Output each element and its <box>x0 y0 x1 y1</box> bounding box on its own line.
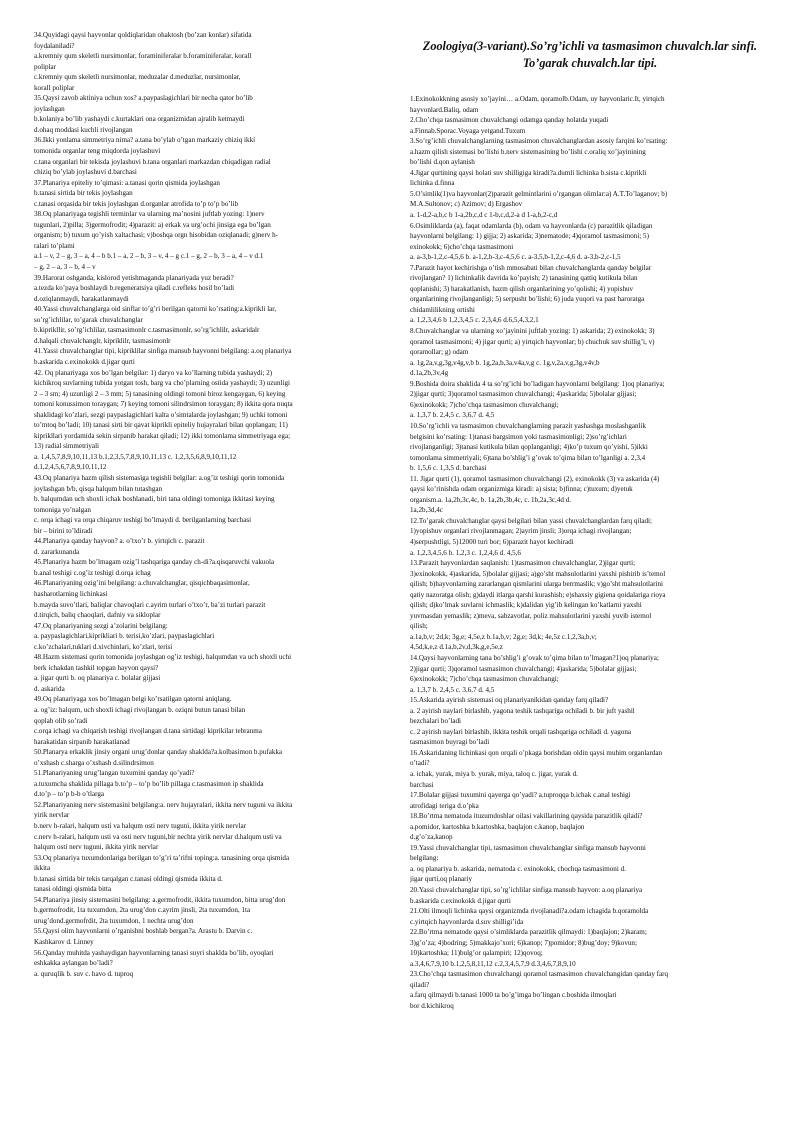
text-line: a. oq planariya b. askarida, nematoda c. exinokokk, chochqa tasmasimoni d. <box>410 864 626 873</box>
text-line: 52.Planariyaning nerv sistemasini belgilang:a. nerv hujayralari, ikkita nerv tuguni va ikkita <box>34 800 293 809</box>
text-line: d.to’p – to’p b-b o’tlarga <box>34 790 105 799</box>
text-line: tasmasimon buyragi bo’ladi <box>410 738 490 747</box>
text-line: 5.O’simlik(1)va hayvonlar(2)parazit gelmintlarini o’rgangan olimlar:a) A.T.To’laganov; b) <box>410 189 668 198</box>
text-line: d.tirqich, baliq chaoqlari, dafniy va sikloplar <box>34 611 161 620</box>
text-line: belgisini ko’rsating: 1)tanasi bargsimon yoki tasmasimonligi; 2)so’rg’ichlari <box>410 432 627 441</box>
text-line: 13) radial simmetriyali <box>34 442 100 451</box>
text-line: c.nerv h-ralari, halqum usti va osti nerv tuguni,bir nechta yirik nervlar d.halqum usti va <box>34 832 282 841</box>
text-line: b.nerv h-ralari, halqum usti va halqum osti nerv tuguni, ikkita yirik nervlar <box>34 822 246 831</box>
text-line: eshkakka aylangan bo’ladi? <box>34 959 113 968</box>
text-line: 9.Boshida doira shaklida 4 ta so’rg’ichi bo’ladigan hayvonlarni belgilang: 1)oq planariya; <box>410 379 665 388</box>
text-line: tomoni konussimon toraygan; 7) keying tomoni silindrsimon toraygan; 8) ikkita qora nuqta <box>34 400 293 409</box>
text-line: 1a,2b,3d,4c <box>410 506 443 515</box>
text-line: b.kiprikllir, so’rg’ichlilar, tasmasimonlr c.tasmasimonlr, so’rg’ichlilr, askaridalr <box>34 326 260 335</box>
text-line: qiladi? <box>410 980 430 989</box>
text-line: a.hazm qilish sistemasi bo’lishi b.nerv sistemasining bo’lishi c.oraliq xo’jayinining <box>410 147 646 156</box>
text-line: c. 2 ayirish naylari birlashib, ikkita teshik orqali tashqariga ochiladi d. yagona <box>410 727 632 736</box>
text-line: a. 1,3,7 b. 2,4,5 c. 3,6,7 d. 4,5 <box>410 411 495 420</box>
text-line: 6)exinokokk; 7)cho’chqa tasmasimon chuvalchangi; <box>410 675 559 684</box>
page-title: Zoologiya(3-variant).So’rg’ichli va tasmasimon chuvalch.lar sinfi. To’garak chuvalch.lar tipi. <box>422 39 758 70</box>
left-question-column <box>34 30 392 979</box>
text-line: 2.Cho’chqa tasmasimon chuvalchangi odamga qanday holatda yuqadi <box>410 116 609 125</box>
text-line: 19.Yassi chuvalchanglar tipi, tasmasimon chuvalchanglar sinfiga mansub hayvonni <box>410 843 646 852</box>
text-line: a. 1-d,2-a,b,c b 1-a,2b,c,d c 1-b,c,d,2-a d 1-a,b,2-c,d <box>410 211 558 220</box>
text-line: b. 1,5,6 c. 1,3,5 d. barchasi <box>410 464 487 473</box>
text-line: a.3,4,6,7,9,10 b.1,2,5,8,11,12 c.2,3,4,5,7,9 d.3,4,6,7,8,9,10 <box>410 959 576 968</box>
text-line: berk ichakdan tashkil topgan hayvon qaysi? <box>34 663 159 672</box>
text-line: 18.Bo’rtma nematoda ituzumdoshlar oilasi vakillarining qaysida parazitlik qiladi? <box>410 812 643 821</box>
text-line: to’mtoq bo’ladi; 10) tanasi sirti bir qavat kiprikli epiteliy hujayralari bilan qoplangan; 11) <box>34 421 288 430</box>
text-line: d.1,2,4,5,6,7,8,9,10,11,12 <box>34 463 107 472</box>
text-line: barchasi <box>410 780 434 789</box>
text-line: 36.Ikki yonlama simmetriya nima? a.tana bo’ylab o’tgan markaziy chiziq ikki <box>34 136 256 145</box>
text-line: 38.Oq planariyaga tegishli terminlar va ularning ma’nosini juftlab yozing: 1)nerv <box>34 210 265 219</box>
text-line: a.tezda ko’paya boshlaydi b.regeneratsiya qiladi c.refleks hosil bo’ladi <box>34 284 235 293</box>
text-line: tomonlama simmetriyali; 6)tana bo’shlig’i g’ovak to’qima bilan to’lganligi a. 2,3,4 <box>410 453 646 462</box>
text-line: qilish; <box>410 622 428 631</box>
text-line: 49.Oq planariyaga xos bo’lmagan belgi ko’rsatilgan qatorni aniqlang. <box>34 695 232 704</box>
text-line: d.g’o’za,kanop <box>410 833 453 842</box>
text-line: c.orqa ichagi va chiqarish teshigi rivojlangan d.tana sirtidagi kiprikilar tebranma <box>34 727 262 736</box>
text-line: 44.Planariya qanday hayvon? a. o’txo’r b. yirtqich c. parazit <box>34 537 205 546</box>
text-line: o’xshash c.sharga o’xshash d.silindrsimon <box>34 758 154 767</box>
text-line: a. jigar qurti b. oq planariya c. bolalar gijjasi <box>34 674 161 683</box>
text-line: c.kremniy qum skeletli nursimonlar, meduzalar d.meduzlar, nursimonlar, <box>34 73 241 82</box>
text-line: yirik nervlar <box>34 811 70 820</box>
text-line: a. ichak, yurak, miya b. yurak, miya, taloq c. jigar, yurak d. <box>410 770 578 778</box>
text-line: a. 1,4,5,7,8,9,10,11,13 b.1,2,3,5,7,8,9,10,11,13 c. 1,2,3,5,6,8,9,10,11,12 <box>34 452 237 461</box>
text-line: M.A.Sultonov; c) Azimov; d) Ergashov <box>410 200 523 209</box>
text-line: ralari to’plami <box>34 241 75 250</box>
text-line: qoplab olib so’radi <box>34 716 88 725</box>
text-line: a. quruqlik b. suv c. havo d. tuproq <box>34 969 134 978</box>
text-line: 8.Chuvalchanglar va ularning xo’jayinini juftlab yozing: 1) askarida; 2) exinokokk; 3) <box>410 327 655 336</box>
text-line: – g, 2 – a, 3 – b, 4 – v <box>34 263 96 272</box>
text-line: 1)yopishuv organlari rivojlanmagan; 2)ayrim jinsli; 3)orqa ichagi rivojlangan; <box>410 527 632 536</box>
text-line: 4,5d,k,e,z d.1a,b,2v,d,3k,g,e,5e,z <box>410 643 503 652</box>
text-line: hasharotlarning lichinkasi <box>34 589 108 598</box>
text-line: b.tanasi sirtida bir tekis tarqalgan c.tanasi oldingi qismida ikkita d. <box>34 874 223 883</box>
text-line: 35.Qaysi zavob aktiniya uchun xos? a.paypaslagichlari bir necha qator bo’lib <box>34 94 253 103</box>
text-line: a. 2 ayirish naylari birlashib, yagona teshik tashqariga ochiladi b. bir juft yashil <box>410 706 635 715</box>
text-line: 46.Planariyaning ozig’ini belgilang: a.chuvalchanglar, qisqichbaqasimonlar, <box>34 579 250 588</box>
text-line: rivojlanganligi; 3)tanasi kutikula bilan qoplanganligi; 4)ko’p tuxum qo’yishi, 5)ikki <box>410 443 648 452</box>
text-line: 45.Planariya hazm bo’lmagam ozig’l tashqariga qanday ch-di?a.qisqaruvchi vakuola <box>34 558 275 567</box>
text-line: b.askarida c.exinokokk d.jigar qurti <box>410 896 511 905</box>
text-line: 47.Oq planariyaning sezgi a’zolarini belgilang: <box>34 621 168 630</box>
text-line: 23.Cho’chqa tasmasimon chuvalchangi qoramol tasmasimon chuvalchangidan qanday farq <box>410 970 669 979</box>
text-line: chidamlilikning ortishi <box>410 305 475 314</box>
text-line: 4.Jigar qurtining qaysi holati suv shilligiga kiradi?a.dumli lichinka b.sista c.kiprikli <box>410 168 647 177</box>
text-line: kichikroq suvlarning tubida yotgan tosh, barg va cho’plarning ostida yashaydi; 3) uzunligi <box>34 379 290 388</box>
text-line: 54.Planariya jinsiy sistemasini belgilang: a.germofrodit, ikkita tuxumdon, bitta urug’don <box>34 895 286 904</box>
text-line: foydalaniladi? <box>34 41 75 50</box>
text-line: b.mayda suvo’tlari, baliqlar chavoqlari c.ayrim turlari o’txo’r, ba’zi turlari parazit <box>34 600 266 609</box>
text-line: 10)kartoshka; 11)bulg’or qalampiri; 12)qovoq; <box>410 949 543 958</box>
text-line: o’tadi? <box>410 759 430 768</box>
text-line: Kashkarov d. Linney <box>34 938 94 947</box>
text-line: a. og’iz: halqum, uch shoxli ichagi rivojlangan b. oziqni butun tanasi bilan <box>34 706 246 714</box>
text-line: joylashgan b/b, qisqa halqum bilan tutashgan <box>34 484 163 493</box>
text-line: a.farq qilmaydi b.tanasi 1000 ta bo’g’imga bo’lingan c.boshida ilmoqlari <box>410 991 617 1000</box>
text-line: belgilang: <box>410 854 439 863</box>
text-line: d.oziqlanmaydi, harakatlanmaydi <box>34 294 129 303</box>
text-line: 16.Askaridaning lichinkasi qon orqali o’pkaga borishdan oldin qaysi muhim organlardan <box>410 748 663 757</box>
text-line: b.anal teshigi c.og’iz teshigi d.orqa ichag <box>34 568 151 577</box>
text-line: harakatidan sirpanib harakatlanad <box>34 737 130 746</box>
text-line: qoramol tasmasimoni; 4) jigar qurti; a) yirtqich hayvonlar; b) chuchuk suv shillig’i, v) <box>410 337 655 346</box>
text-line: qilish; b)hayvonlarning zararlangan qismlarini ularga berrmaslik; v)go’sht mahsulotlarini <box>410 580 664 589</box>
text-line: a. paypaslagichlari,kiprikliari b. terisi,ko’zlari, paypaslagichlari <box>34 632 215 641</box>
text-line: a. a-3,b-1,2,c-4,5,6 b. a-1,2,b-3,c-4,5,6 c. a-3,5,b-1,2,c-4,6 d. a-3,b-2,c-1,5 <box>410 253 621 262</box>
text-line: poliplar <box>34 62 57 71</box>
text-line: 37.Planariya epiteliy to’qimasi: a.tanasi qorin qismida joylashgan <box>34 178 220 187</box>
text-line: c. orqa ichagi va orqa chiqaruv teshigi bo’lmaydi d. berilganlarning barchasi <box>34 516 252 525</box>
text-line: 11. Jigar qurti (1), qoramol tasmasimon chuvalchangi (2), exinokokk (3) va askarida (4) <box>410 474 660 483</box>
text-line: a.pomidor, kartoshka b.kartoshka, baqlajon c.kanop, baqlajon <box>410 822 585 831</box>
text-line: 6.Osimliklarda (a), faqat odamlarda (b), odam va hayvonlarda (c) parazitlik qiladigan <box>410 221 653 230</box>
text-line: c.tanasi orqasida bir tekis joylashgan d.organlar atrofida to’p to’p bo’lib <box>34 199 239 208</box>
text-line: exinokokk; 6)cho’chqa tasmasimoni <box>410 242 514 251</box>
text-line: b.germofrodit, 1ta tuxumdon, 2ta urug’don c.ayrim jinsli, 2ta tuxumdon, 1ta <box>34 906 251 915</box>
text-line: 3.So’rg’ichli chuvalchanglarning tasmasimon chuvalchanglardan asosiy farqini ko’rsating: <box>410 137 668 146</box>
text-line: tomonida organlar teng miqdorda joylashuvi <box>34 147 161 156</box>
text-line: a.Finnab.Sporac.Voyaga yetgand.Tuxum <box>410 126 526 135</box>
text-line: 22.Bo’rtma nematode qaysi o’simliklarda parazitlik qilmaydi: 1)baqlajon; 2)karam; <box>410 928 647 937</box>
text-line: b.askarida c.exinokokk d.jigar qurti <box>34 357 135 366</box>
text-line: a.1a,b,v; 2d,k; 3g,e; 4,5e,z b.1a,b,v; 2g,e; 3d,k; 4e,5z c.1,2,3a,b,v; <box>410 632 597 641</box>
text-line: joylashgan <box>34 104 65 113</box>
text-line: organism.a. 1a,2b,3c,4c, b. 1a,2b,3b,4c, c. 1b,2a,3c,4d d. <box>410 495 572 504</box>
text-line: tanasi oldingi qismida bitta <box>34 885 112 894</box>
text-line: 2 – 3 sm; 4) uzunligi 2 – 3 mm; 5) tanasining oldingi tomoni biroz kengaygan, 6) keying <box>34 389 286 398</box>
text-line: 39.Harorat oshganda, kislorod yetishmaganda planariyada yuz beradi? <box>34 273 234 282</box>
text-line: bezchalari bo’ladi <box>410 717 462 726</box>
text-line: 55.Qaysi olim hayvonlarni o’rganishni boshlab bergan?a. Arastu b. Darvin c. <box>34 927 253 936</box>
text-line: a. 1,2,3,4,6 b 1,2,3,4,5 c. 2,3,4,6 d.6,5,4,3,2,1 <box>410 316 539 325</box>
right-question-column <box>410 94 770 1012</box>
text-line: 2)jigar qurti; 3)qoramol tasmasimon chuvalchangi; 4)askarida; 5)bolalar gijjasi; <box>410 390 637 399</box>
text-line: 20.Yassi chuvalchanglar tipi, so’rg’ichlilar sinfiga mansub hayvon: a.oq planariya <box>410 886 643 895</box>
text-line: 13.Parazit hayvonlardan saqlanish: 1)tasmasimon chuvalchanglar, 2)jigar qurti; <box>410 559 636 568</box>
text-line: atrofidagi teriga d.o’pka <box>410 801 479 810</box>
text-line: bo’lishi d.qon aylanish <box>410 158 475 167</box>
text-line: 34.Quyidagi qaysi hayvonlar qoldiqlaridan ohaktosh (bo’zan konlar) sifatida <box>34 31 252 39</box>
text-line: a. 1g,2a,v,g,3g,v4g,v,b b. 1g,2a,b,3a,v4a,v,g c. 1g,v,2a,v,g,3g,v4v,b <box>410 358 600 367</box>
text-line: lichinka d.finna <box>410 179 455 188</box>
text-line: b. halqumdan uch shoxli ichak boshlanadi, biri tana oldingi tomoniga ikkitasi keying <box>34 495 275 504</box>
text-line: jigar qurti,oq planariy <box>410 875 473 884</box>
text-line: rivojlangan? 1) lichinkalik davrida ko’payish; 2) tanasining qattiq kutikula bilan <box>410 274 638 283</box>
text-line: b.tanasi sirtida bir tekis joylashgan <box>34 189 133 198</box>
text-line: b.kolaniya bo’lib yashaydi c.kurtaklari ona organizmidan ajralib ketmaydi <box>34 115 245 124</box>
text-line: chiziq bo’ylab joylashuvi d.barchasi <box>34 168 137 177</box>
text-line: a.kremniy qum skeletli nursimonlar, foraminiferalar b.foraminiferalar, korall <box>34 52 252 61</box>
text-line: d.halqali chuvalchanglr, kipriklilr, tasmasimonlr <box>34 336 171 345</box>
text-line: hayvonlarni belgilang: 1) gijja; 2) askarida; 3)nematode; 4)qoramol tasmasimoni; 5) <box>410 232 649 241</box>
text-line: organism; b) tuxum qo’yish xaltachasi; v)boshqa orgn hisobidan oziqlanadi; g)nerv h- <box>34 231 279 240</box>
text-line: 1.Exinokokkning asosiy xo’jayini… a.Odam, qoramolb.Odam, uy hayvonlaric.It, yirtqich <box>410 95 665 103</box>
text-line: 15.Askarida ayirish sistemasi oq planariyanikidan qanday farq qiladi? <box>410 696 609 705</box>
text-line: 14.Qaysi hayvonlarning tana bo’shlig’i g’ovak to’qima bilan to’lmagan?1)oq planariya; <box>410 653 659 662</box>
text-line: tomoniga yo’nalgan <box>34 505 91 514</box>
text-line: a. 1,3,7 b. 2,4,5 c. 3,6,7 d. 4,5 <box>410 685 495 694</box>
text-line: qoplanishi; 3) harakatlanish, hazm qilish organlarining yo’qolishi; 4) yopishuv <box>410 284 634 293</box>
text-line: bir – birini to’ldiradi <box>34 526 93 535</box>
text-line: qatiy nazoratga olish; g)daydi itlarga qarshi kurashish; e)shaxsiy gigiena qoidalariga rioya <box>410 590 666 599</box>
text-line: so’rg’ichlilar, to’garak chuvalchanglar <box>34 315 143 324</box>
text-line: 40.Yassi chuvalchanglarga oid sinflar to’g’ri berilgan qatorni ko’rsating:a.kiprikli lar, <box>34 305 277 314</box>
text-line: d. askarida <box>34 684 65 693</box>
text-line: halqum osti nerv tuguni, ikkita yirik nervlar <box>34 843 159 852</box>
text-line: tugunlari, 2)pilla; 3)germofrodit; 4)parazit: a) erkak va urg’ochi jinsiga ega bo’lgan <box>34 220 271 229</box>
text-line: 12.To’garak chuvalchanglar qaysi belgilari bilan yassi chuvalchanglardan farq qiladi; <box>410 516 652 525</box>
text-line: 10.So’rg’ichli va tasmasimon chuvalchanglarning parazit yashashga moslashganlik <box>410 421 647 430</box>
text-line: korall poliplar <box>34 83 75 92</box>
text-line: qilish; d)ko’lmak suvlarni ichmaslik; k)dalidan yig’ib kelingan ko’katlarni yaxshi <box>410 601 642 610</box>
text-line: a. 1,2,3,4,5,6 b. 1,2,3 c. 1,2,4,6 d. 4,5,6 <box>410 548 521 557</box>
text-line: yuvmasdan yemaslik; z)meva, sabzavotlar, poliz mahsulotlarini yaxshi yuvib istemol <box>410 611 652 620</box>
text-line: shaklidagi ko’zlari, sezgi paypaslagichlari kalta o’simtalarda joylashgan; 9) uchki tomoni <box>34 410 288 419</box>
text-line: 50.Planarya erkaklik jinsiy organi urug’donlar qanday shaklda?a.kolbasimon b.pufakka <box>34 748 283 757</box>
text-line: d. zararkunanda <box>34 547 80 556</box>
text-line: bor d.kichikroq <box>410 1002 454 1011</box>
text-line: a.1 – v, 2 – g, 3 – a, 4 – b b.1 – a, 2 – b, 3 – v, 4 – g c.1 – g, 2 – b, 3 – a, 4 – v d.1 <box>34 252 264 261</box>
text-line: 17.Bolalar gijjasi tuxumini qayerga qo’yadi? a.tuproqqa b.ichak c.anal teshigi <box>410 791 631 800</box>
text-line: c.yirtqich hayvonlarda d.suv shilligi’ida <box>410 917 524 926</box>
text-line: urug’dond.germofrdit, 2ta tuxumdon, 1 nechta urug’don <box>34 916 194 925</box>
text-line: 41.Yassi chuvalchanglar tipi, kipriklilar sinfiga mansub hayvonni belgilang: a.oq planariya <box>34 347 292 356</box>
text-line: qaysi ko’rinishda odam organizmiga kiradi: a) sista; b)finna; c)tuxum; d)yetuk <box>410 485 633 494</box>
text-line: 48.Hazm sistemasi qorin tomonida joylashgan og’iz teshigi, halqumdan va uch shoxli uchi <box>34 653 292 662</box>
text-line: d.1a,2b,3v,4g <box>410 369 449 378</box>
text-line: organlarining rivojlanganligi; 5) serpusht bo’lishi; 6) juda yuqori va past haroratga <box>410 295 645 304</box>
text-line: 2)jigar qurti; 3)qoramol tasmasimon chuvalchangi; 4)askarida; 5)bolalar gijjasi; <box>410 664 637 673</box>
text-line: 21.Olti ilmoqli lichinka qaysi organizmda rivojlanadi?a.odam ichagida b.qoramolda <box>410 907 649 916</box>
text-line: c.ko’zchalari,tuklari d.xivchinlari, ko’zlari, terisi <box>34 642 173 651</box>
text-line: 6)exinokokk; 7)cho’chqa tasmasimon chuvalchangi; <box>410 400 559 409</box>
text-line: 53.Oq planariya tuxumdonlariga berilgan to’g’ri ta’rifni toping:a. tanasining orqa qismida <box>34 853 290 862</box>
text-line: kiprikllari yordamida sekin sirpanib harakat qiladi; 12) ikki tomonlama simmetriyaga ega; <box>34 431 291 440</box>
text-line: 3)exinokokk, 4)askarida, 5)bolalar gijjasi; a)go’sht mahsulotlarini yaxshi pishirib is’temol <box>410 569 666 578</box>
text-line: a.tuxumcha shaklida pillaga b.to’p – to’p bo’lib pillaga c.tasmasimon ip shaklida <box>34 779 264 788</box>
text-line: 42. Oq planariyaga xos bo’lgan belgilar: 1) daryo va ko’llarning tubida yashaydi; 2) <box>34 368 273 377</box>
text-line: 4)serpushtligi, 5)12000 turi bor; 6)parazit hayot kechiradi <box>410 537 574 546</box>
text-line: 7.Parazit hayot kechirishga o’tish mmosabati bilan chuvalchanglarda qanday belgilar <box>410 263 652 272</box>
text-line: ikkita <box>34 864 51 873</box>
text-line: 43.Oq planariya hazm qilish sistemasiga tegishli belgilar: a.og’iz teshigi qorin tomonida <box>34 473 285 482</box>
text-line: c.tana organlari bir tekisda joylashuvi b.tana organlari markazdan chiqadigan radial <box>34 157 271 166</box>
text-line: hayvonlard.Baliq, odam <box>410 105 479 114</box>
text-line: d.ohaq moddasi kuchli rivojlangan <box>34 125 133 134</box>
text-line: 56.Qanday muhitda yashaydigan hayvonlarning tanasi suyri shaklda bo’lib, oyoqlari <box>34 948 274 957</box>
text-line: qoramollar; g) odam <box>410 348 469 357</box>
text-line: 51.Planariyaning urug’langan tuxumini qanday qo’yadi? <box>34 769 195 778</box>
text-line: 3)g’o’za; 4)bodring; 5)makkajo’xori; 6)kanop; 7)pomidor; 8)bug’doy; 9)kovun; <box>410 938 637 947</box>
